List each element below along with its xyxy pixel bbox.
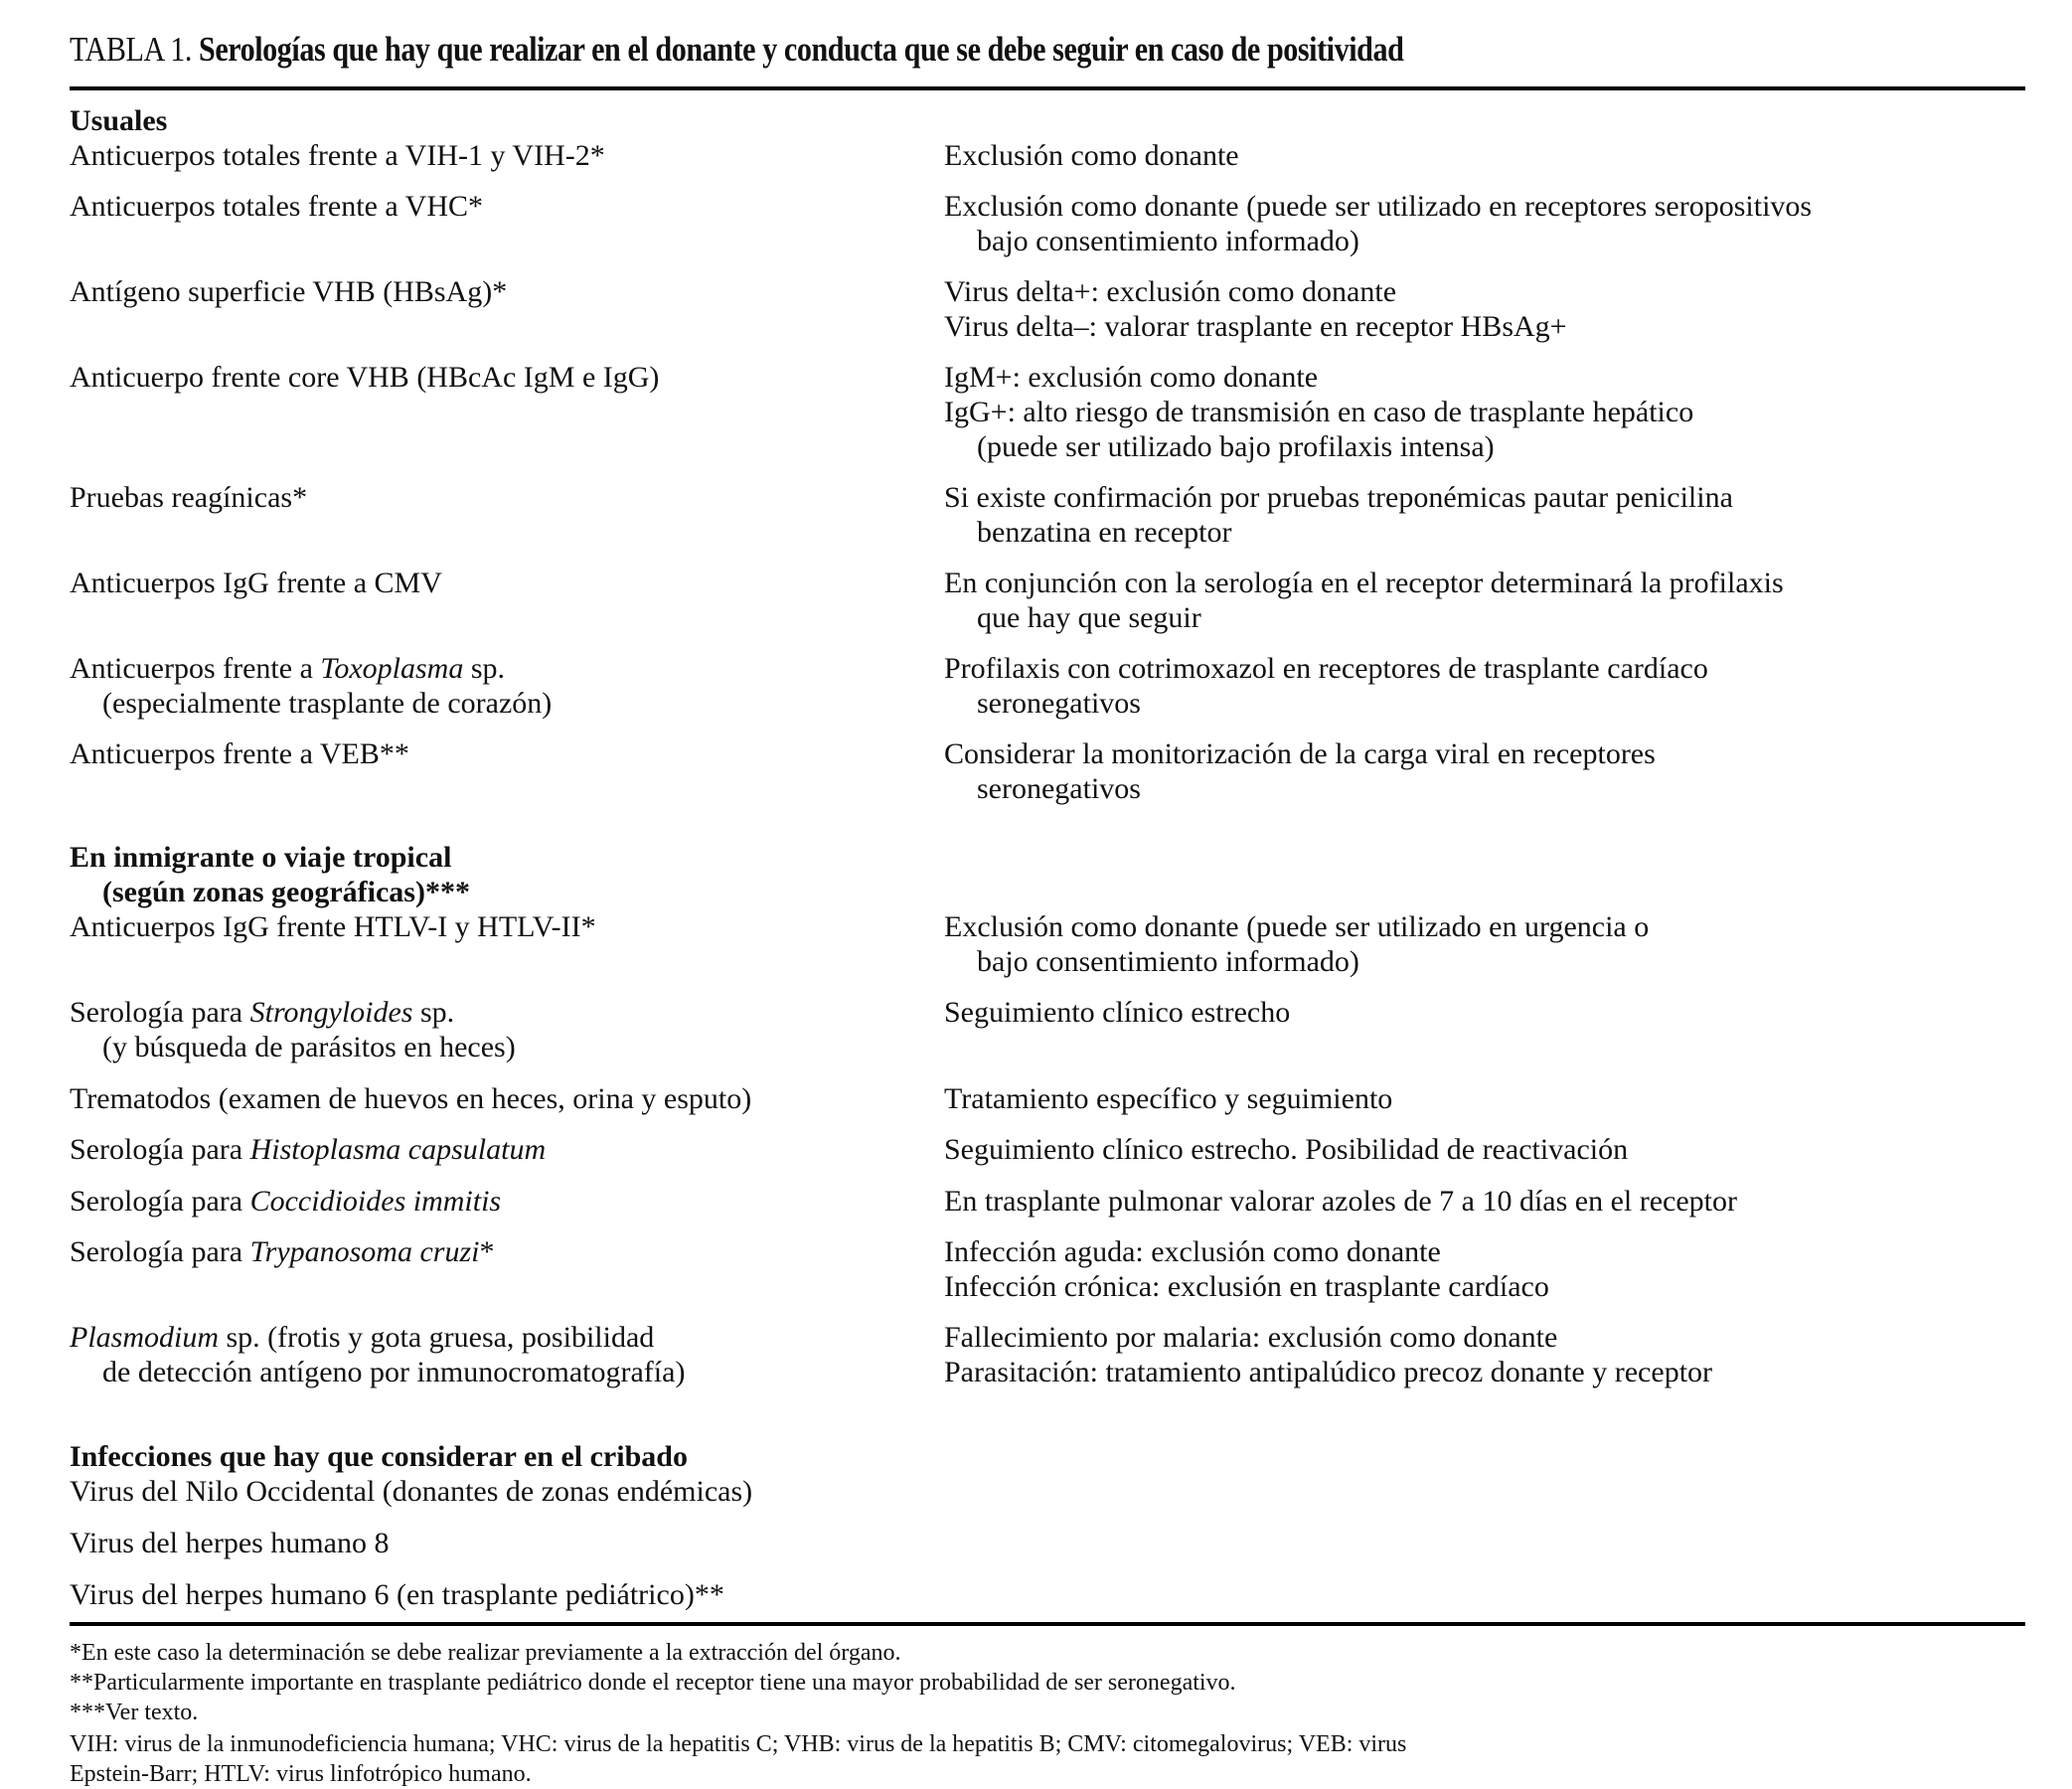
row-action: que hay que seguir [977,601,1201,634]
row-action: En conjunción con la serología en el receptor determinará la profilaxis [944,567,1784,599]
row-action: bajo consentimiento informado) [977,225,1359,257]
row-test: (especialmente trasplante de corazón) [102,687,553,720]
row-test [70,1320,654,1355]
organism-name: Plasmodium [70,1321,219,1354]
footnote: **Particularmente importante en trasplante pediátrico donde el receptor tiene una mayor probabilidad de ser seronegativo. [70,1670,1236,1696]
row-test [70,651,505,686]
row-action: En trasplante pulmonar valorar azoles de 7 a 10 días en el receptor [944,1185,1738,1218]
row-action: benzatina en receptor [977,516,1232,549]
row-action: Infección crónica: exclusión en trasplante cardíaco [944,1270,1549,1303]
row-test: Virus del Nilo Occidental (donantes de zonas endémicas) [70,1475,753,1508]
organism-name: Histoplasma capsulatum [249,1133,547,1166]
row-action: Tratamiento específico y seguimiento [944,1082,1393,1115]
text: sp. (frotis y gota gruesa, posibilidad [219,1321,655,1354]
row-action: IgM+: exclusión como donante [944,361,1319,394]
row-action: Exclusión como donante (puede ser utilizado en urgencia o [944,910,1650,943]
row-action: (puede ser utilizado bajo profilaxis intensa) [977,430,1495,463]
bottom-rule [70,1622,2025,1626]
text: Serología para [70,1235,250,1268]
row-action: bajo consentimiento informado) [977,945,1359,978]
organism-name: Coccidioides immitis [249,1185,502,1218]
row-test [70,1132,546,1167]
table-caption: Serologías que hay que realizar en el donante y conducta que se debe seguir en caso de positividad [199,30,1404,69]
row-action: Infección aguda: exclusión como donante [944,1235,1441,1268]
row-action: IgG+: alto riesgo de transmisión en caso de trasplante hepático [944,396,1694,428]
row-action: Seguimiento clínico estrecho [944,996,1291,1029]
row-test: de detección antígeno por inmunocromatografía) [102,1356,686,1388]
row-test: Anticuerpos totales frente a VIH-1 y VIH-2* [70,139,605,172]
row-test: Anticuerpos frente a VEB** [70,737,409,770]
row-test: (y búsqueda de parásitos en heces) [102,1031,516,1063]
row-test: Virus del herpes humano 6 (en trasplante pediátrico)** [70,1578,724,1611]
organism-name: Toxoplasma [320,652,464,685]
row-test [70,995,454,1030]
section-heading-cribado: Infecciones que hay que considerar en el cribado [70,1440,688,1473]
text: Serología para [70,1133,250,1166]
row-test: Trematodos (examen de huevos en heces, orina y esputo) [70,1082,752,1115]
footnote: VIH: virus de la inmunodeficiencia humana; VHC: virus de la hepatitis C; VHB: virus de la hepatitis B; CMV: citomegalovirus; VEB: virus [70,1731,1407,1757]
table-title [70,30,1403,70]
table-label: TABLA 1. [70,30,192,69]
row-action: Fallecimiento por malaria: exclusión como donante [944,1321,1558,1354]
row-test: Virus del herpes humano 8 [70,1527,390,1559]
footnote: Epstein-Barr; HTLV: virus linfotrópico humano. [70,1761,532,1787]
row-action: Profilaxis con cotrimoxazol en receptores de trasplante cardíaco [944,652,1708,685]
row-action: Parasitación: tratamiento antipalúdico precoz donante y receptor [944,1356,1713,1388]
row-action: Considerar la monitorización de la carga viral en receptores [944,737,1656,770]
row-action: Seguimiento clínico estrecho. Posibilidad de reactivación [944,1133,1629,1166]
text: sp. [463,652,506,685]
row-test: Anticuerpos IgG frente a CMV [70,567,442,599]
row-test: Anticuerpos totales frente a VHC* [70,190,484,223]
footnote: *En este caso la determinación se debe realizar previamente a la extracción del órgano. [70,1640,901,1666]
row-test: Anticuerpos IgG frente HTLV-I y HTLV-II* [70,910,596,943]
text: Serología para [70,996,250,1029]
section-heading-usuales: Usuales [70,104,168,137]
section-heading-inmigrante: (según zonas geográficas)*** [102,876,470,908]
row-test [70,1234,494,1269]
row-action: Si existe confirmación por pruebas treponémicas pautar penicilina [944,481,1733,514]
row-action: seronegativos [977,772,1141,805]
row-test [70,1184,501,1219]
footnote: ***Ver texto. [70,1700,199,1725]
text: Serología para [70,1185,250,1218]
text: sp. [412,996,455,1029]
organism-name: Strongyloides [249,996,413,1029]
row-action: seronegativos [977,687,1141,720]
text: Anticuerpos frente a [70,652,321,685]
organism-name: Trypanosoma cruzi [249,1235,480,1268]
row-test: Antígeno superficie VHB (HBsAg)* [70,275,508,308]
row-action: Virus delta–: valorar trasplante en receptor HBsAg+ [944,310,1567,343]
row-action: Exclusión como donante (puede ser utilizado en receptores seropositivos [944,190,1813,223]
row-action: Virus delta+: exclusión como donante [944,275,1397,308]
top-rule [70,86,2025,90]
row-action: Exclusión como donante [944,139,1239,172]
text: * [479,1235,495,1268]
section-heading-inmigrante: En inmigrante o viaje tropical [70,841,452,874]
row-test: Pruebas reagínicas* [70,481,308,514]
row-test: Anticuerpo frente core VHB (HBcAc IgM e IgG) [70,361,660,394]
